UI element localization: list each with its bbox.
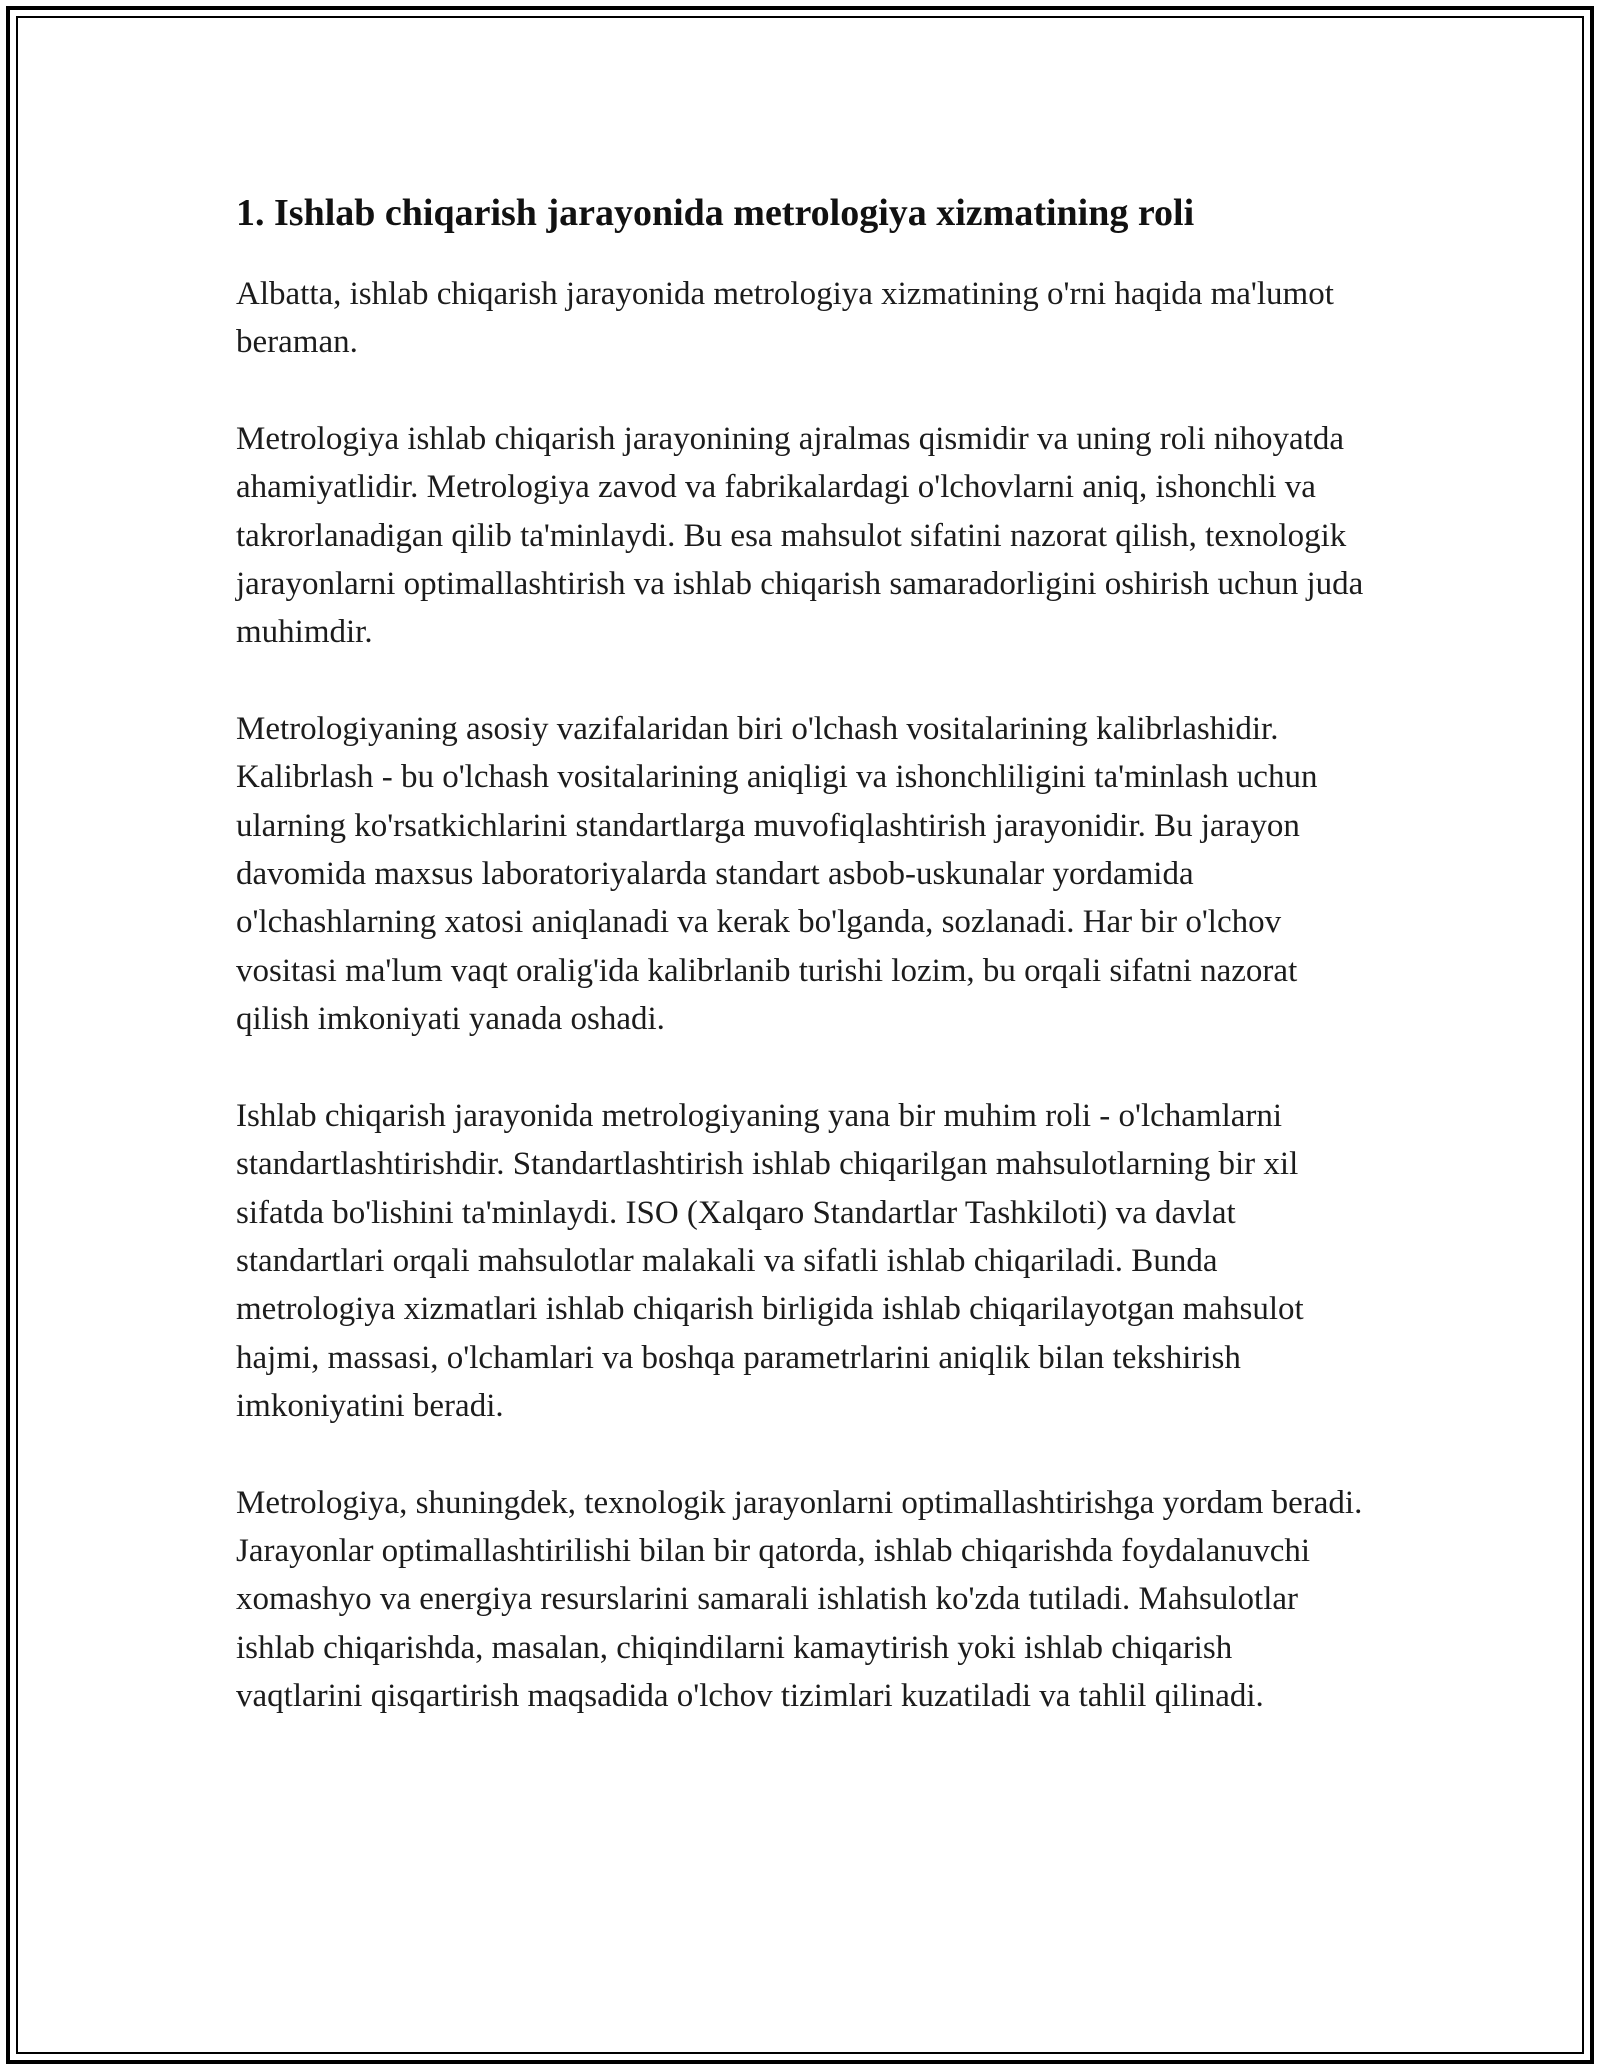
paragraph-role: Metrologiya ishlab chiqarish jarayonining ajralmas qismidir va uning roli nihoyatda ahamiyatlidir. Metrologiya zavod va fabrikalardagi o'lchovlarni aniq, ishonchli va takrorlanadigan qilib ta'minlaydi. Bu esa mahsulot sifatini nazorat qilish, texnologik jarayonlarni optimallashtirish va ishlab chiqarish samaradorligini oshirish uchun juda muhimdir. <box>236 420 1364 651</box>
section-heading: 1. Ishlab chiqarish jarayonida metrologiya xizmatining roli <box>236 192 1195 234</box>
paragraph-calibration: Metrologiyaning asosiy vazifalaridan biri o'lchash vositalarining kalibrlashidir. Kalibrlash - bu o'lchash vositalarining aniqligi va ishonchliligini ta'minlash uchun ularning ko'rsatkichlarini standartlarga muvofiqlashtirish jarayonidir. Bu jarayon davomida maxsus laboratoriyalarda standart asbob-uskunalar yordamida o'lchashlarning xatosi aniqlanadi va kerak bo'lganda, sozlanadi. Har bir o'lchov vositasi ma'lum vaqt oralig'ida kalibrlanib turishi lozim, bu orqali sifatni nazorat qilish imkoniyati yanada oshadi. <box>236 710 1318 1038</box>
paragraph-intro: Albatta, ishlab chiqarish jarayonida metrologiya xizmatining o'rni haqida ma'lumot beraman. <box>236 276 1334 361</box>
document-body <box>236 186 1366 1769</box>
paragraph-standardization: Ishlab chiqarish jarayonida metrologiyaning yana bir muhim roli - o'lchamlarni standartlashtirishdir. Standartlashtirish ishlab chiqarilgan mahsulotlarning bir xil sifatda bo'lishini ta'minlaydi. ISO (Xalqaro Standartlar Tashkiloti) va davlat standartlari orqali mahsulotlar malakali va sifatli ishlab chiqariladi. Bunda metrologiya xizmatlari ishlab chiqarish birligida ishlab chiqarilayotgan mahsulot hajmi, massasi, o'lchamlari va boshqa parametrlarini aniqlik bilan tekshirish imkoniyatini beradi. <box>236 1097 1304 1425</box>
paragraph-optimization: Metrologiya, shuningdek, texnologik jarayonlarni optimallashtirishga yordam beradi. Jarayonlar optimallashtirilishi bilan bir qatorda, ishlab chiqarishda foydalanuvchi xomashyo va energiya resurslarini samarali ishlatish ko'zda tutiladi. Mahsulotlar ishlab chiqarishda, masalan, chiqindilarni kamaytirish yoki ishlab chiqarish vaqtlarini qisqartirish maqsadida o'lchov tizimlari kuzatiladi va tahlil qilinadi. <box>236 1484 1363 1715</box>
